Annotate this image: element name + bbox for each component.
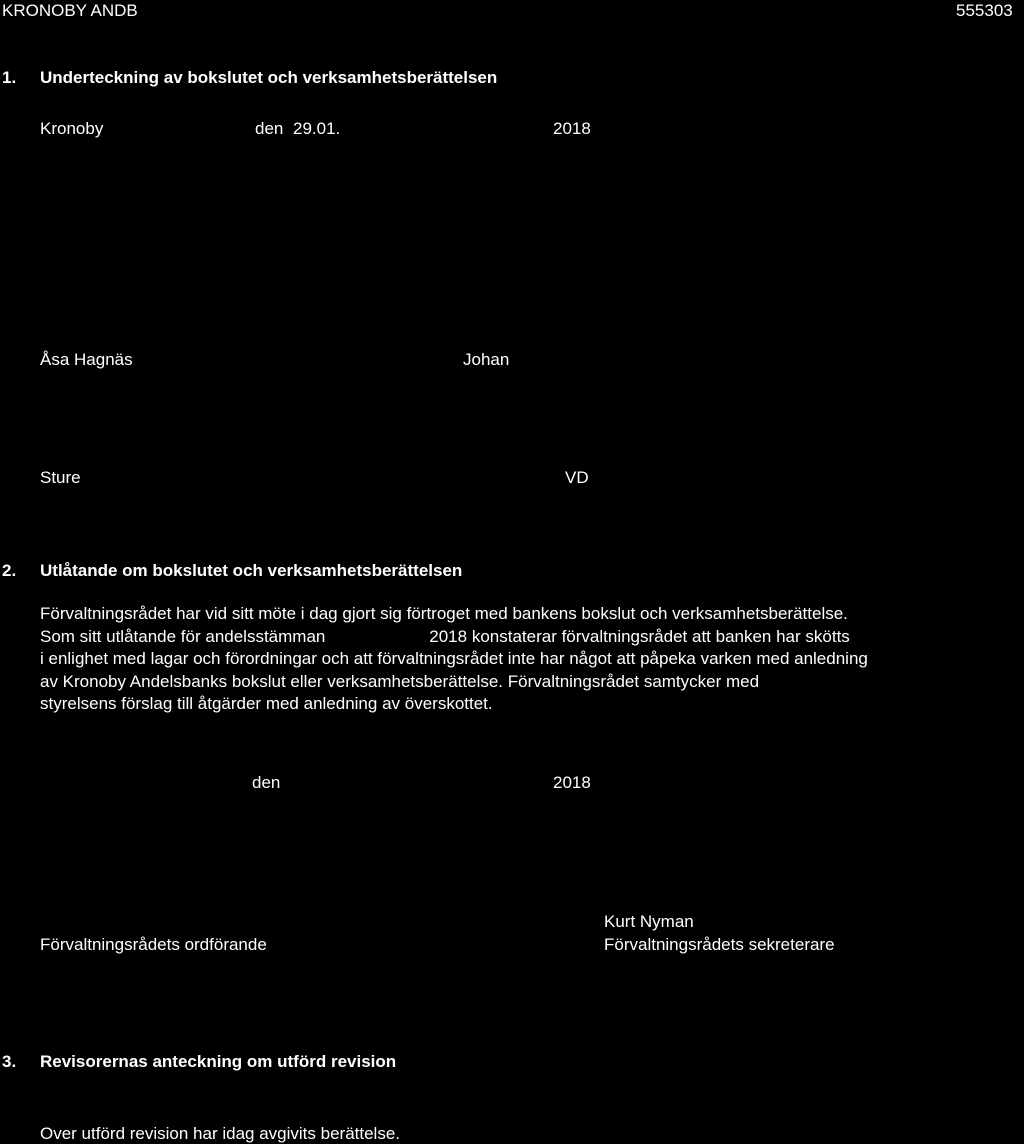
section3-title: Revisorernas anteckning om utförd revision bbox=[40, 1052, 397, 1071]
paragraph-line: Förvaltningsrådet har vid sitt möte i dag gjort sig förtroget med bankens bokslut och verksamhetsberättelse. bbox=[40, 604, 848, 623]
section2-number: 2. bbox=[2, 561, 17, 580]
signer-name: Johan bbox=[463, 350, 510, 369]
signer-role: VD bbox=[565, 468, 589, 487]
paragraph-line: av Kronoby Andelsbanks bokslut eller verksamhetsberättelse. Förvaltningsrådet samtycker med bbox=[40, 671, 760, 691]
secretary-name: Kurt Nyman bbox=[604, 912, 694, 931]
secretary-role: Förvaltningsrådets sekreterare bbox=[604, 935, 835, 954]
section1-number: 1. bbox=[2, 68, 17, 87]
date-prefix: den bbox=[252, 773, 281, 792]
section1-title: Underteckning av bokslutet och verksamhetsberättelsen bbox=[40, 68, 498, 87]
audit-note: Over utförd revision har idag avgivits berättelse. bbox=[40, 1124, 401, 1143]
company-header: KRONOBY ANDB bbox=[2, 1, 138, 20]
signing-date: 29.01. bbox=[293, 119, 341, 138]
paragraph-line: styrelsens förslag till åtgärder med anledning av överskottet. bbox=[40, 694, 493, 713]
section2-title: Utlåtande om bokslutet och verksamhetsberättelsen bbox=[40, 561, 463, 580]
signer-name: Sture bbox=[40, 468, 81, 487]
statement-year: 2018 bbox=[553, 773, 591, 792]
paragraph-line: Som sitt utlåtande för andelsstämman 2018 konstaterar förvaltningsrådet att banken har skötts bbox=[40, 626, 850, 646]
signing-year: 2018 bbox=[553, 119, 591, 138]
date-prefix: den bbox=[255, 119, 284, 138]
document-number: 555303 bbox=[956, 1, 1013, 20]
signing-place: Kronoby bbox=[40, 119, 104, 138]
chair-role: Förvaltningsrådets ordförande bbox=[40, 935, 267, 954]
paragraph-line: i enlighet med lagar och förordningar och att förvaltningsrådet inte har något att påpeka varken med anledning bbox=[40, 649, 868, 668]
statement-paragraph bbox=[40, 603, 980, 716]
signer-name: Åsa Hagnäs bbox=[40, 350, 133, 369]
section3-number: 3. bbox=[2, 1052, 17, 1071]
